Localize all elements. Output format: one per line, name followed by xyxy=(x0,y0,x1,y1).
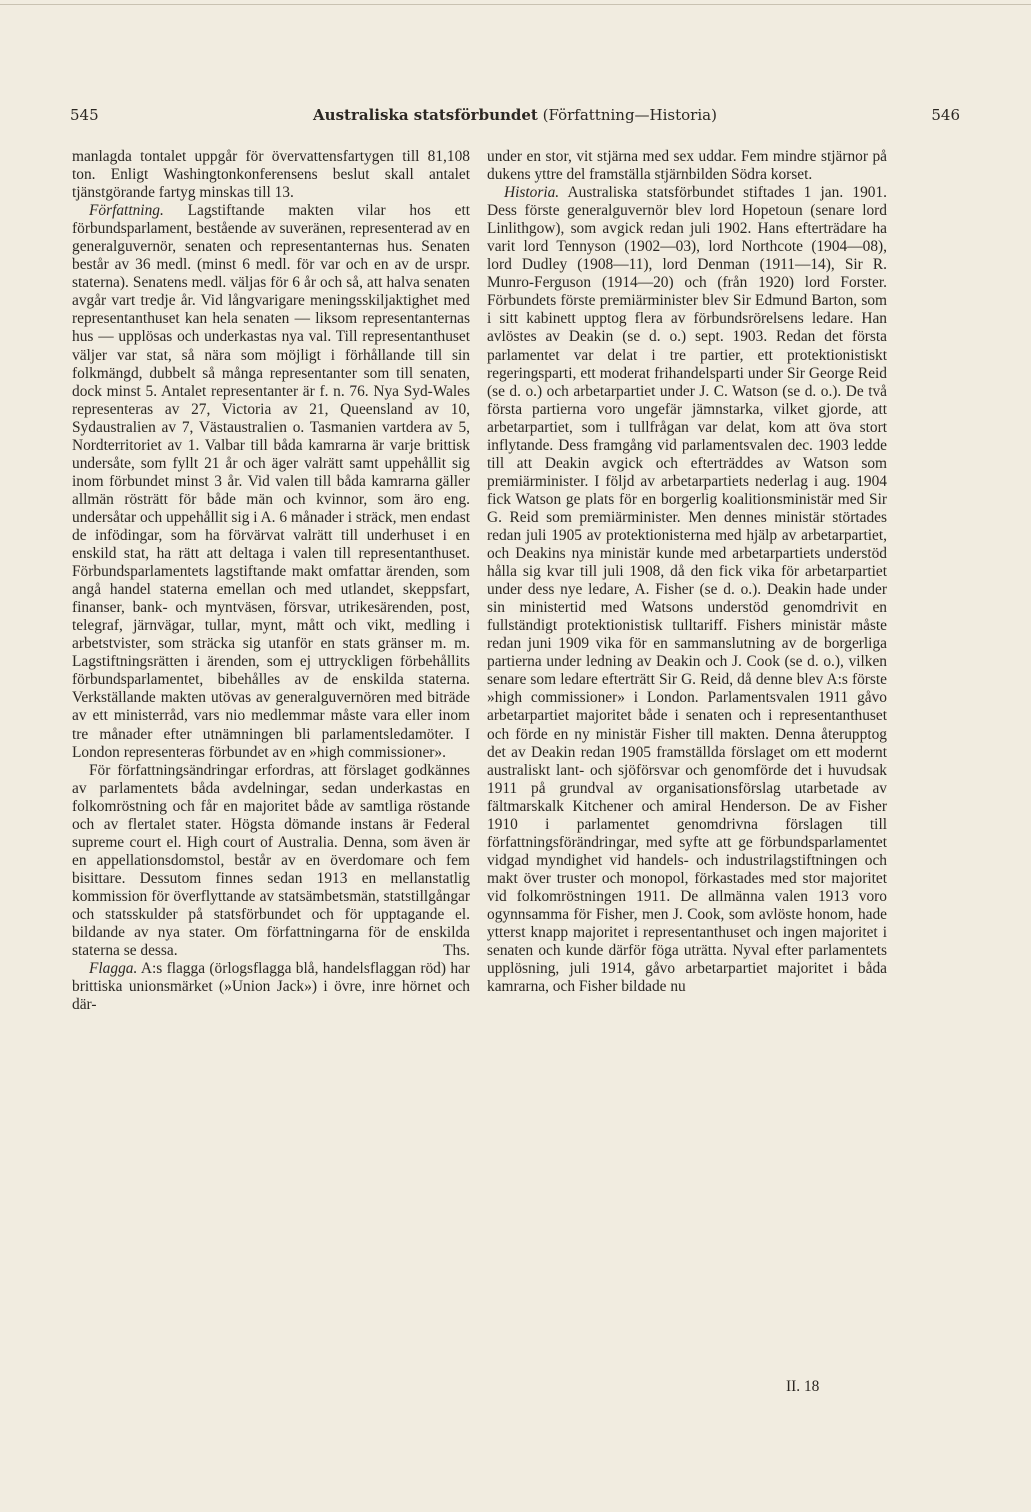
top-rule xyxy=(0,4,1031,5)
running-title xyxy=(70,106,960,124)
title-rest: (Författning—Historia) xyxy=(542,106,717,124)
paragraph-text: A:s flagga (örlogsflagga blå, handelsflaggan röd) har brittiska unionsmärket (»Union Jack») i övre, inre hörnet och där- xyxy=(72,960,470,1014)
title-bold: Australiska statsförbundet xyxy=(313,106,538,124)
paragraph-forfattning xyxy=(72,202,470,761)
author-signature: Ths. xyxy=(443,942,470,960)
page-number-left: 545 xyxy=(70,106,99,124)
right-column xyxy=(487,148,887,996)
paragraph-text: Lagstiftande makten vilar hos ett förbundsparlament, bestående av suveränen, representerad av en generalguvernör, senaten och representanternas hus. Senaten består av 36 medl. (minst 6 medl. för var och en av de urspr. staterna). Senatens medl. väljas för 6 år och så, att halva senaten avgår vart tredje år. Vid långvarigare meningsskiljaktighet med representanthuset kan hela senaten — liksom representanternas hus — upplösas och underkastas nya val. Till representanthuset väljer var stat, så nära som möjligt i förhållande till sin folkmängd, dubbelt så många representanter som till senaten, dock minst 5. Antalet representanter är f. n. 76. Nya Syd-Wales representeras av 27, Victoria av 21, Queensland av 10, Sydaustralien av 7, Västaustralien o. Tasmanien vartdera av 5, Nordterritoriet av 1. Valbar till båda kamrarna är varje brittisk undersåte, som fyllt 21 år och äger valrätt samt uppehållit sig inom förbundet minst 3 år. Vid valen till båda kamrarna gäller allmän rösträtt för både män och kvinnor, som äro eng. undersåtar och uppehållit sig i A. 6 månader i sträck, men endast de infödingar, som ha förvärvat valrätt till underhuset i en enskild stat, ha rätt att deltaga i valen till representanthuset. Förbundsparlamentets lagstiftande makt omfattar ärenden, som angå handel staterna emellan och med utlandet, skeppsfart, finanser, bank- och myntväsen, försvar, utrikesärenden, post, telegraf, järnvägar, tullar, mynt, mått och vikt, medling i arbetstvister, som sträcka sig utanför en stats gränser m. m. Lagstiftningsrätten i ärenden, som ej uttryckligen förbehållits förbundsparlamentet, bibehålles av de enskilda staterna. Verkställande makten utövas av generalguvernören med biträde av ett ministerråd, vars nio medlemmar måste vara eller inom tre månader efter utnämningen bli parlamentsledamöter. I London representeras förbundet av en »high commissioner». xyxy=(72,202,470,761)
paragraph-andringar xyxy=(72,762,470,961)
section-heading: Historia. xyxy=(504,184,560,202)
paragraph-text: Australiska statsförbundet stiftades 1 jan. 1901. Dess förste generalguvernör blev lord Hopetoun (senare lord Linlithgow), som avgick redan juli 1902. Hans efterträdare ha varit lord Tennyson (1902—03), lord Northcote (1904—08), lord Dudley (1908—11), lord Denman (1911—14), Sir R. Munro-Ferguson (1914—20) och (från 1920) lord Forster. Förbundets förste premiärminister blev Sir Edmund Barton, som i sitt kabinett upptog flera av förbundsrörelsens ledare. Han avlöstes av Deakin (se d. o.) sept. 1903. Redan det första parlamentet var delat i tre partier, ett protektionistiskt regeringsparti, ett moderat frihandelsparti under Sir George Reid (se d. o.) och arbetarpartiet under J. C. Watson (se d. o.). De två första partierna voro ungefär jämnstarka, vilket gjorde, att arbetarpartiet, som i tullfrågan var delat, kom att öva stort inflytande. Dess framgång vid parlamentsvalen dec. 1903 ledde till att Deakin avgick och efterträddes av Watson som premiärminister. I följd av arbetarpartiets nederlag i aug. 1904 fick Watson ge plats för en borgerlig koalitionsministär med Sir G. Reid som premiärminister. Men dennes ministär störtades redan juli 1905 av protektionisterna med hjälp av arbetarpartiet, och Deakins nya ministär kunde med arbetarpartiets understöd hålla sig kvar till juli 1908, då den fick vika för arbetarpartiet under dess nye ledare, A. Fisher (se d. o.). Deakin hade under sin ministertid med Watsons understöd genomdrivit en fullständigt protektionistisk tulltariff. Fishers ministär måste redan juni 1909 vika för en sammanslutning av de borgerliga partierna under ledning av Deakin och J. Cook (se d. o.), vilken senare som ledare efterträtt Sir G. Reid, då denne blev A:s förste »high commissioner» i London. Parlamentsvalen 1911 gåvo arbetarpartiet majoritet både i senaten och i representanthuset och förde en ny ministär Fisher till makten. Denna återupptog det av Deakin redan 1905 framställda förslaget om ett modernt australiskt lant- och sjöförsvar och genomförde det i huvudsak 1911 på grundval av organisationsförslag utarbetade av fältmarskalk Kitchener och amiral Henderson. De av Fisher 1910 i parlamentet genomdrivna förslagen till författningsförändringar, med syfte att ge förbundsparlamentet vidgad myndighet vid handels- och industrilagstiftningen och makt över truster och monopol, förkastades med stor majoritet vid folkomröstningen 1911. De allmänna valen 1913 voro ogynnsamma för Fisher, men J. Cook, som avlöste honom, hade ytterst knapp majoritet i representanthuset och ingen majoritet i senaten och kunde därför föga uträtta. Nyval efter parlamentets upplösning, juli 1914, gåvo arbetarpartiet majoritet i båda kamrarna, och Fisher bildade nu xyxy=(487,184,887,996)
running-header xyxy=(70,106,960,130)
section-heading: Flagga. xyxy=(89,960,138,978)
paragraph-historia xyxy=(487,184,887,996)
paragraph: under en stor, vit stjärna med sex uddar. Fem mindre stjärnor på dukens yttre del framställa stjärnbilden Södra korset. xyxy=(487,148,887,184)
section-heading: Författning. xyxy=(89,202,164,220)
paragraph: manlagda tontalet uppgår för övervattensfartygen till 81,108 ton. Enligt Washingtonkonferensens beslut skall antalet tjänstgörande fartyg minskas till 13. xyxy=(72,148,470,202)
paragraph-text: För författningsändringar erfordras, att förslaget godkännes av parlamentets båda avdelningar, sedan underkastas en folkomröstning och får en majoritet både av samtliga röstande och av flertalet stater. Högsta dömande instans är Federal supreme court el. High court of Australia. Denna, som även är en appellationsdomstol, består av en överdomare och fem bisittare. Dessutom finnes sedan 1913 en mellanstatlig kommission för överflyttande av statsämbetsmän, statstillgångar och statsskulder på statsförbundet och för upptagande el. bildande av nya stater. Om författningarna för de enskilda staterna se dessa. xyxy=(72,761,470,960)
left-column xyxy=(72,148,470,1014)
signature-mark: II. 18 xyxy=(786,1378,820,1395)
paragraph-flagga xyxy=(72,960,470,1014)
page-number-right: 546 xyxy=(931,106,960,124)
